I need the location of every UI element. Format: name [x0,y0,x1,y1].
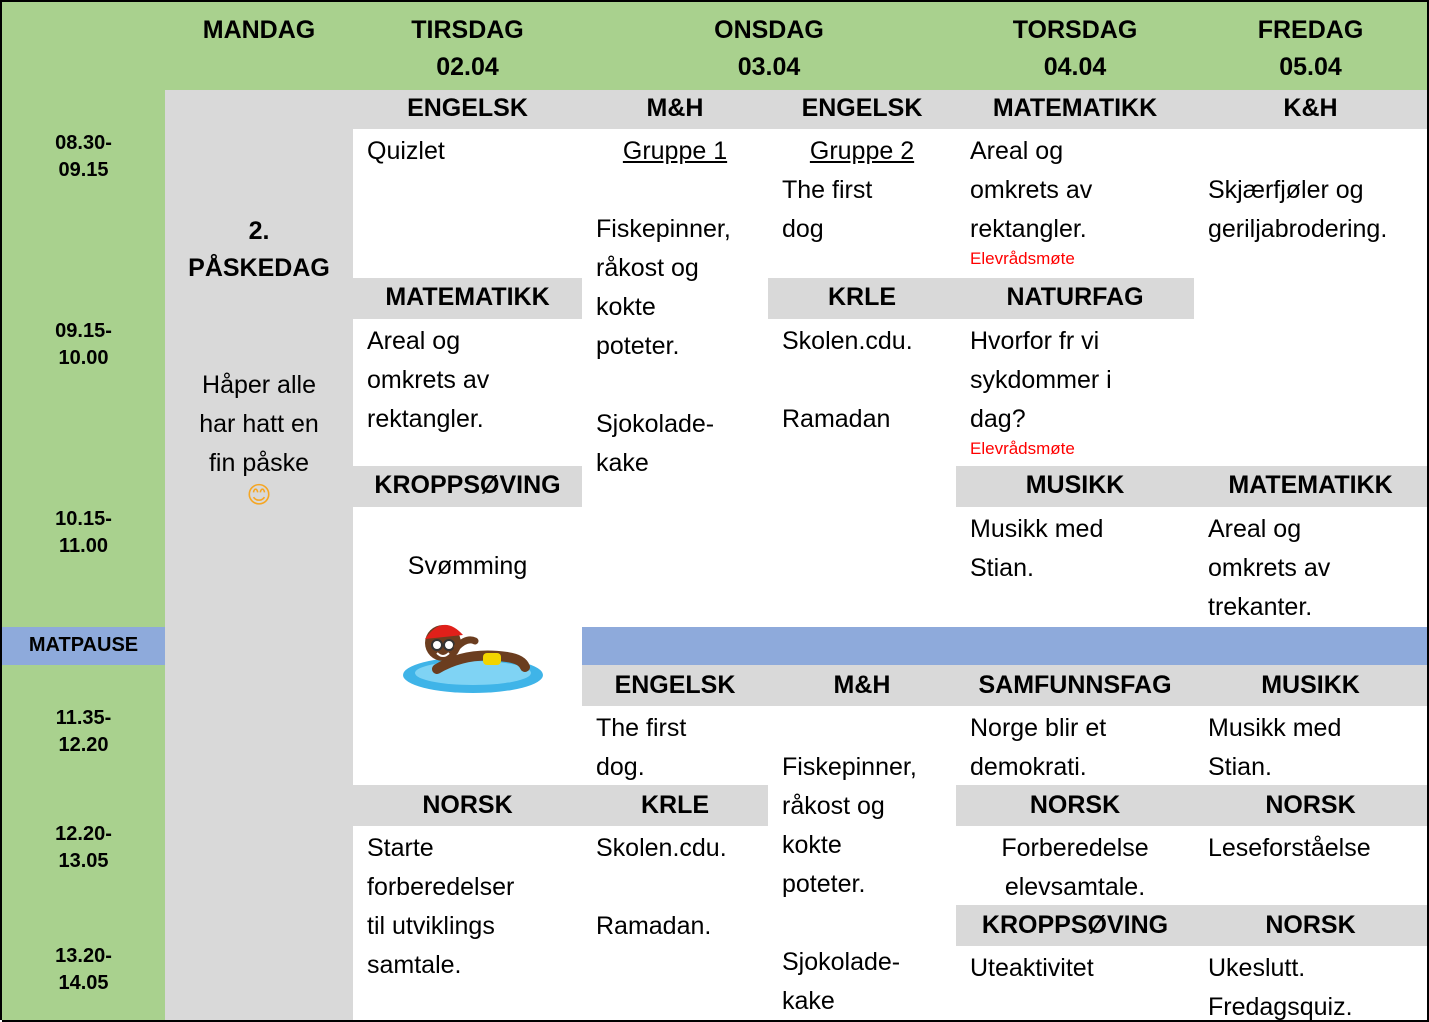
friday-subject-2: MATEMATIKK [1194,466,1429,509]
thursday-text-3: Musikk med Stian. [956,507,1196,629]
group-label: Gruppe 1 [622,137,728,165]
friday-text-2: Areal og omkrets av trekanter. [1194,507,1429,629]
header-tuesday [353,2,584,92]
friday-subject-3: MUSIKK [1194,665,1429,708]
friday-text-1: Skjærfjøler og geriljabrodering. [1194,129,1429,468]
friday-subject-5: NORSK [1194,905,1429,948]
time-slot-1: 08.30- 09.15 [2,90,167,280]
header-monday [165,2,355,92]
swimmer-icon [397,607,547,697]
thursday-text-6: Uteaktivitet [956,946,1196,1022]
thursday-subject-3: MUSIKK [956,466,1196,509]
header-thursday [956,2,1196,92]
thursday-text-4: Norge blir et demokrati. [956,706,1196,787]
tuesday-subject-4: NORSK [353,785,584,828]
thursday-text-1: Areal og omkrets av rektangler. [970,137,1093,243]
tuesday-subject-2: MATEMATIKK [353,278,584,321]
day-date: 02.04 [436,53,499,81]
thursday-cell-1 [956,129,1196,280]
header-friday [1194,2,1429,92]
header-wednesday [582,2,958,92]
wednesday-subject-g1: M&H [582,90,770,131]
tuesday-text-4: Starte forberedelser til utviklings samtale. [353,826,584,1022]
day-name: TORSDAG [1012,16,1138,44]
time-slot-5: 12.20- 13.05 [2,785,167,907]
friday-text-5: Ukeslutt. Fredagsquiz. [1194,946,1429,1022]
thursday-text-5: Forberedelse elevsamtale. [956,826,1196,907]
wednesday-subject-krle: KRLE [768,278,958,321]
tuesday-subject-1: ENGELSK [353,90,584,131]
thursday-note-2: Elevrådsmøte [970,439,1075,458]
day-date: 04.04 [1043,53,1107,81]
wednesday-cell-g2 [768,129,958,280]
tuesday-text-2: Areal og omkrets av rektangler. [353,319,584,468]
break-row-wednesday [582,627,958,667]
time-slot-2: 09.15- 10.00 [2,278,167,468]
day-name: TIRSDAG [411,16,524,44]
time-slot-6: 13.20- 14.05 [2,905,167,1022]
wednesday-text-6: Skolen.cdu. Ramadan. [582,826,770,1022]
day-name: MANDAG [202,16,316,44]
day-date: 05.04 [1279,53,1342,81]
time-slot-break: MATPAUSE [2,627,167,667]
tuesday-subject-3: KROPPSØVING [353,466,584,509]
group-label: Gruppe 2 [809,137,915,165]
time-slot-4: 11.35- 12.20 [2,665,167,787]
holiday-text: Håper alle har hatt en fin påske [199,371,319,477]
holiday-title: 2. PÅSKEDAG [188,217,330,282]
thursday-cell-2 [956,319,1196,468]
wednesday-text-5: The first dog. [582,706,770,787]
tuesday-swim-cell [353,507,584,787]
break-row-friday [1194,627,1429,667]
wednesday-text-g1: Fiskepinner, råkost og kokte poteter. Sjokolade- kake [596,215,731,477]
break-row-thursday [956,627,1196,667]
wednesday-text-7: Fiskepinner, råkost og kokte poteter. Sjokolade- kake [768,706,958,1022]
thursday-subject-1: MATEMATIKK [956,90,1196,131]
wednesday-subject-7: M&H [768,665,958,708]
smiley-icon: 😊 [246,482,272,509]
tuesday-text-3: Svømming [407,552,528,580]
wednesday-cell-g1 [582,129,770,629]
thursday-subject-5: NORSK [956,785,1196,828]
thursday-subject-2: NATURFAG [956,278,1196,321]
friday-subject-4: NORSK [1194,785,1429,828]
day-name: ONSDAG [714,16,824,44]
wednesday-subject-5: ENGELSK [582,665,770,708]
friday-subject-1: K&H [1194,90,1429,131]
tuesday-text-1: Quizlet [353,129,584,280]
thursday-text-2: Hvorfor fr vi sykdommer i dag? [970,327,1112,433]
friday-text-3: Musikk med Stian. [1194,706,1429,787]
day-date: 03.04 [737,53,801,81]
header-corner [2,2,167,92]
wednesday-subject-6: KRLE [582,785,770,828]
time-slot-3: 10.15- 11.00 [2,466,167,629]
thursday-note-1: Elevrådsmøte [970,249,1075,268]
thursday-subject-6: KROPPSØVING [956,905,1196,948]
wednesday-text-g2: The first dog [782,176,873,243]
wednesday-text-krle: Skolen.cdu. Ramadan [768,319,958,629]
thursday-subject-4: SAMFUNNSFAG [956,665,1196,708]
wednesday-subject-g2: ENGELSK [768,90,958,131]
day-name: FREDAG [1257,16,1364,44]
monday-holiday [165,90,355,1022]
friday-text-4: Leseforståelse [1194,826,1429,907]
